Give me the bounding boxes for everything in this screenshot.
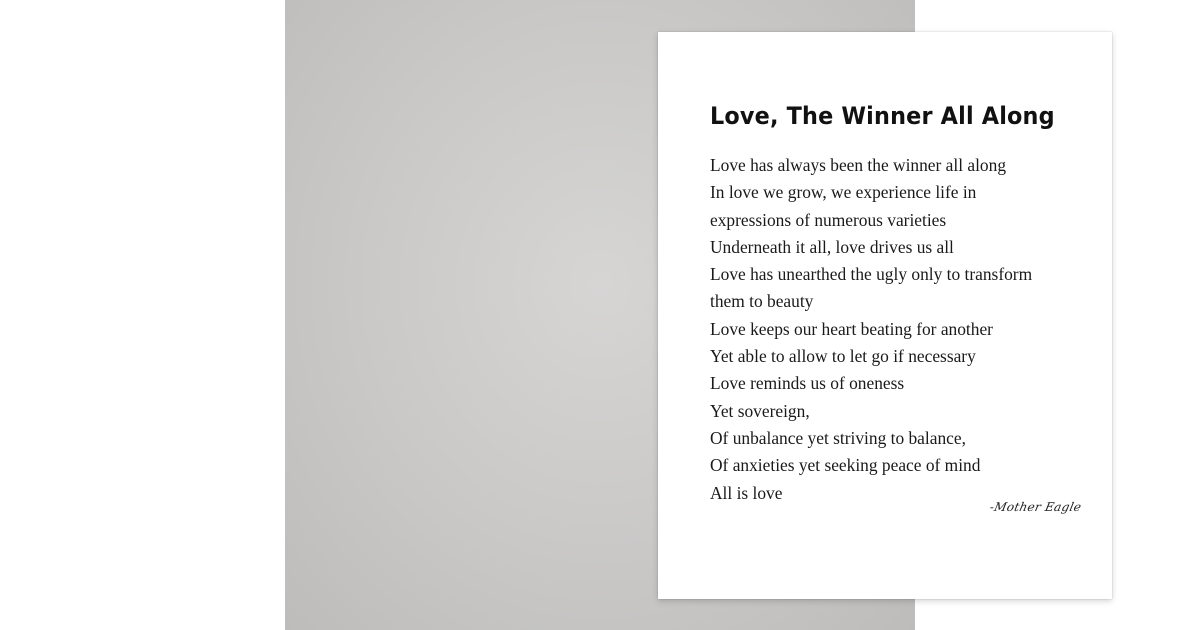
poem-line: Love has unearthed the ugly only to transform bbox=[710, 264, 1033, 285]
poem-line: Love has always been the winner all along bbox=[710, 155, 1007, 175]
poem-title: Love, The Winner All Along bbox=[710, 102, 1055, 130]
poem-poster bbox=[658, 32, 1112, 599]
wall-background bbox=[285, 0, 1083, 630]
poem-line: Yet sovereign, bbox=[710, 400, 810, 421]
poem-line: All is love bbox=[710, 482, 783, 503]
poem-line: Yet able to allow to let go if necessary bbox=[710, 346, 976, 367]
poem-line: expressions of numerous varieties bbox=[710, 209, 947, 230]
author-signature: -Mother Eagle bbox=[988, 500, 1083, 514]
poem-line: In love we grow, we experience life in bbox=[710, 182, 977, 203]
poem-line: Love keeps our heart beating for another bbox=[710, 318, 993, 339]
poem-line: Underneath it all, love drives us all bbox=[710, 236, 954, 257]
poem-line: Of anxieties yet seeking peace of mind bbox=[710, 455, 981, 476]
poem-body bbox=[710, 152, 1032, 507]
poem-line: them to beauty bbox=[710, 291, 814, 312]
poem-line: Love reminds us of oneness bbox=[710, 373, 905, 394]
poem-line: Of unbalance yet striving to balance, bbox=[710, 427, 966, 448]
